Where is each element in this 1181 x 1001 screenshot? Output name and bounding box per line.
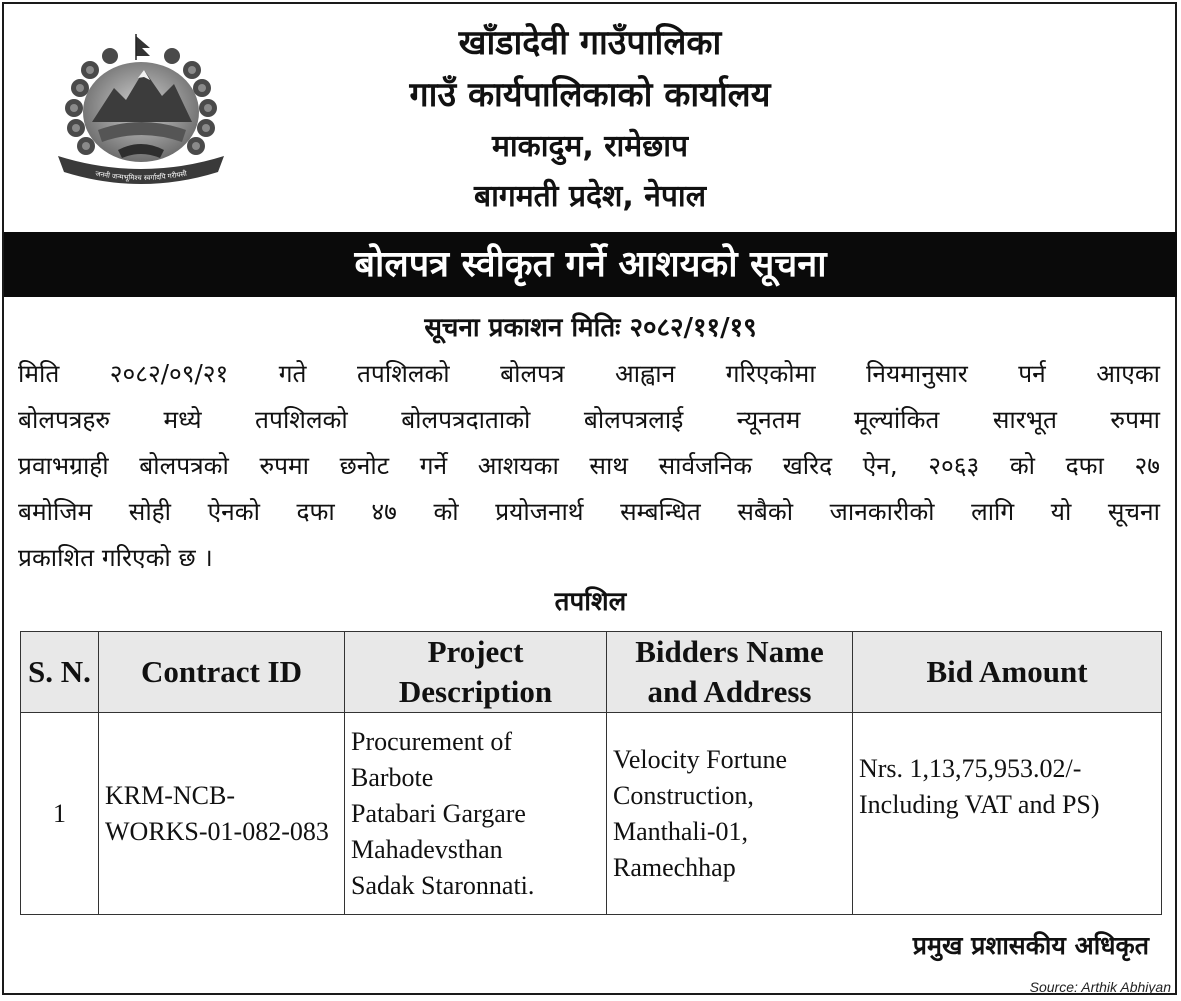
paragraph-line-4: बमोजिम सोही ऐनको दफा ४७ को प्रयोजनार्थ सम्बन्धित सबैको जानकारीको लागि यो सूचना [18,497,1160,526]
office-province: बागमती प्रदेश, नेपाल [473,179,707,214]
cell-bidder: Velocity Fortune Construction, Manthali-01, Ramechhap [607,713,853,915]
bid-table [20,631,1162,915]
paragraph-line-5: प्रकाशित गरिएको छ । [18,543,213,572]
source-credit: Source: Arthik Abhiyan [1029,979,1171,995]
schedule-heading: तपशिल [554,587,627,617]
emblem-motto: जननी जन्मभूमिश्च स्वर्गादपि गरीयसी [94,169,188,183]
notice-title: बोलपत्र स्वीकृत गर्ने आशयको सूचना [354,244,827,285]
table-header-row [21,632,1162,713]
office-name: खाँडादेवी गाउँपालिका [458,23,722,63]
cell-sn: 1 [21,713,99,915]
cell-bid-amount: Nrs. 1,13,75,953.02/- Including VAT and PS) [853,713,1162,915]
office-subtitle: गाउँ कार्यपालिकाको कार्यालय [409,75,771,115]
col-header-sn: S. N. [21,632,99,713]
cell-project-description: Procurement of Barbote Patabari Gargare Mahadevsthan Sadak Staronnati. [345,713,607,915]
col-header-project-description: Project Description [345,632,607,713]
col-header-bidder: Bidders Name and Address [607,632,853,713]
paragraph-line-2: बोलपत्रहरु मध्ये तपशिलको बोलपत्रदाताको बोलपत्रलाई न्यूनतम मूल्यांकित सारभूत रुपमा [18,405,1160,434]
paragraph-line-1: मिति २०८२/०९/२१ गते तपशिलको बोलपत्र आह्वान गरिएकोमा नियमानुसार पर्न आएका [18,359,1160,388]
nepal-emblem-icon [52,30,230,190]
col-header-contract-id: Contract ID [99,632,345,713]
col-header-bid-amount: Bid Amount [853,632,1162,713]
notice-title-banner [4,232,1177,297]
table-row [21,713,1162,915]
office-location: माकादुम, रामेछाप [491,129,689,164]
signatory-title: प्रमुख प्रशासकीय अधिकृत [912,931,1149,960]
publication-date: सूचना प्रकाशन मितिः २०८२/११/१९ [424,313,757,343]
cell-contract-id: KRM-NCB- WORKS-01-082-083 [99,713,345,915]
paragraph-line-3: प्रवाभग्राही बोलपत्रको रुपमा छनोट गर्ने आशयका साथ सार्वजनिक खरिद ऐन, २०६३ को दफा २७ [18,451,1160,480]
